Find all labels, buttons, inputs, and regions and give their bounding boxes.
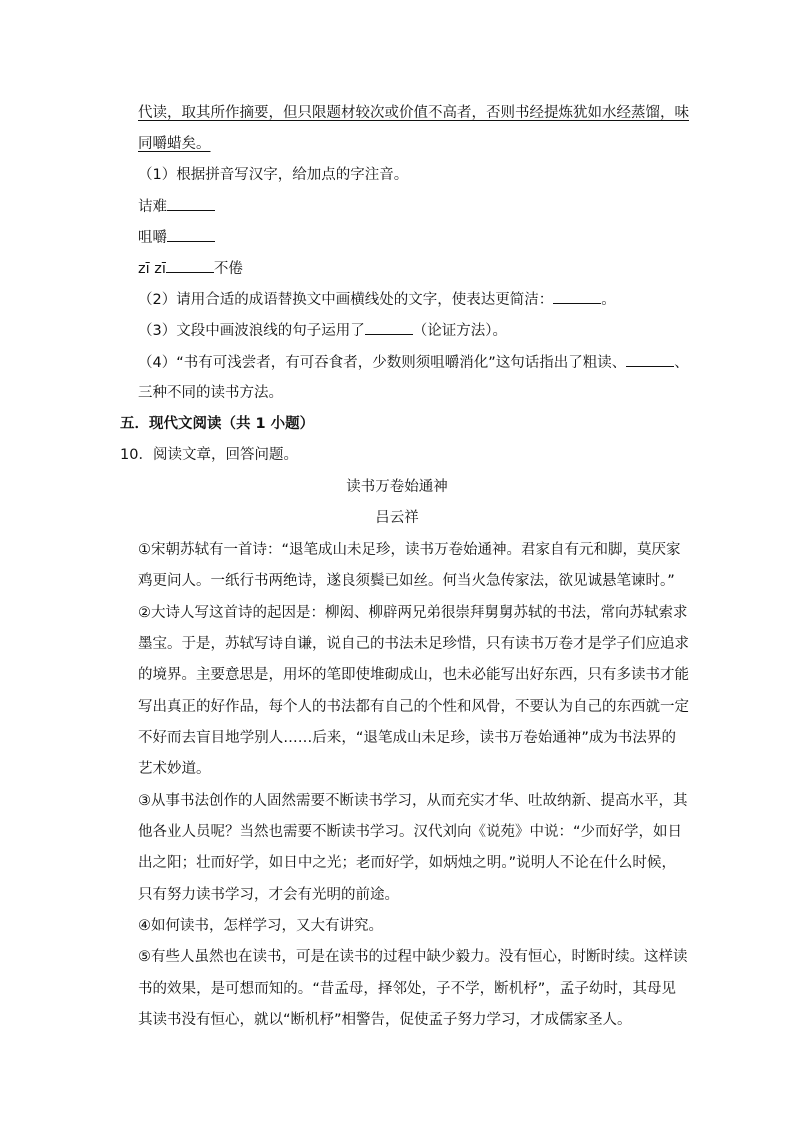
item-3-suffix: 不倦 — [213, 261, 243, 277]
passage-line-underlined: 代读，取其所作摘要，但只限题材较次或价值不高者，否则书经提炼犹如水经蒸馏，味 — [138, 105, 689, 121]
paragraph-2-line: 墨宝。于是，苏轼写诗自谦，说自己的书法未足珍惜，只有读书万卷才是学子们应追求 — [138, 636, 689, 652]
paragraph-3-line: 出之阳；壮而好学，如日中之光；老而好学，如炳烛之明。”说明人不论在什么时候， — [138, 855, 676, 871]
question-4-line-2: 三种不同的读书方法。 — [138, 385, 283, 401]
question-3-end: （论证方法）。 — [412, 323, 507, 339]
paragraph-2-line: 的境界。主要意思是，用坏的笔即使堆砌成山，也未必能写出好东西，只有多读书才能 — [138, 667, 689, 683]
question-2-text: （2）请用合适的成语替换文中画横线处的文字，使表达更简洁： — [138, 292, 554, 308]
question-1-item-2 — [138, 227, 215, 248]
paragraph-4-line: ④如何读书，怎样学习，又大有讲究。 — [138, 918, 383, 934]
question-4-text: （4）“书有可浅尝者，有可吞食者，少数则须咀嚼消化”这句话指出了粗读、 — [138, 355, 627, 371]
paragraph-2-line: 艺术妙道。 — [138, 761, 211, 777]
answer-blank[interactable] — [365, 320, 413, 335]
question-3-text: （3）文段中画波浪线的句子运用了 — [138, 323, 365, 339]
question-1-item-3 — [138, 258, 243, 279]
question-3 — [138, 320, 507, 341]
question-1-prompt: （1）根据拼音写汉字，给加点的字注音。 — [138, 167, 409, 183]
section-heading: 五．现代文阅读（共 1 小题） — [120, 416, 315, 432]
paragraph-3-line: 只有努力读书学习，才会有光明的前途。 — [138, 887, 399, 903]
passage-tail-text: 同嚼蜡矣。 — [138, 136, 211, 152]
answer-blank[interactable] — [167, 227, 215, 242]
paragraph-3-line: ③从事书法创作的人固然需要不断读书学习，从而充实才华、吐故纳新、提高水平，其 — [138, 793, 688, 809]
answer-blank[interactable] — [167, 196, 215, 211]
article-author: 吕云祥 — [375, 510, 419, 526]
article-title: 读书万卷始通神 — [346, 479, 448, 495]
question-2-end: 。 — [601, 292, 616, 308]
item-1-word: 诘难 — [138, 199, 167, 215]
answer-blank[interactable] — [166, 258, 214, 273]
question-10-prompt: 10．阅读文章，回答问题。 — [120, 447, 298, 463]
answer-blank[interactable] — [626, 352, 674, 367]
question-4-sep: 、 — [674, 355, 689, 371]
paragraph-5-line: 其读书没有恒心，就以“断机杼”相警告，促使孟子努力学习，才成儒家圣人。 — [138, 1012, 632, 1028]
question-4-line-1 — [138, 352, 689, 373]
paragraph-5-line: ⑤有些人虽然也在读书，可是在读书的过程中缺少毅力。没有恒心，时断时续。这样读 — [138, 949, 688, 965]
paragraph-5-line: 书的效果，是可想而知的。“昔孟母，择邻处，子不学，断机杼”，孟子幼时，其母见 — [138, 981, 676, 997]
passage-line-underlined-end — [138, 134, 211, 154]
paragraph-3-line: 他各业人员呢？当然也需要不断读书学习。汉代刘向《说苑》中说：“少而好学，如日 — [138, 824, 683, 840]
paragraph-1-line: 鸡更问人。一纸行书两绝诗，遂良须鬓已如丝。何当火急传家法，欲见诚悬笔谏时。” — [138, 573, 675, 589]
paragraph-2-line: ②大诗人写这首诗的起因是：柳闳、柳辟两兄弟很崇拜舅舅苏轼的书法，常向苏轼索求 — [138, 605, 688, 621]
question-1-item-1 — [138, 196, 215, 217]
answer-blank[interactable] — [553, 289, 601, 304]
paragraph-2-line: 写出真正的好作品，每个人的书法都有自己的个性和风骨，不要认为自己的东西就一定 — [138, 699, 689, 715]
paragraph-1-line: ①宋朝苏轼有一首诗：“退笔成山未足珍，读书万卷始通神。君家自有元和脚，莫厌家 — [138, 542, 681, 558]
item-2-word: 咀嚼 — [138, 230, 167, 246]
item-3-pinyin: zī zī — [138, 261, 166, 277]
question-2 — [138, 289, 616, 310]
paragraph-2-line: 不好而去盲目地学别人……后来，“退笔成山未足珍，读书万卷始通神”成为书法界的 — [138, 730, 676, 746]
